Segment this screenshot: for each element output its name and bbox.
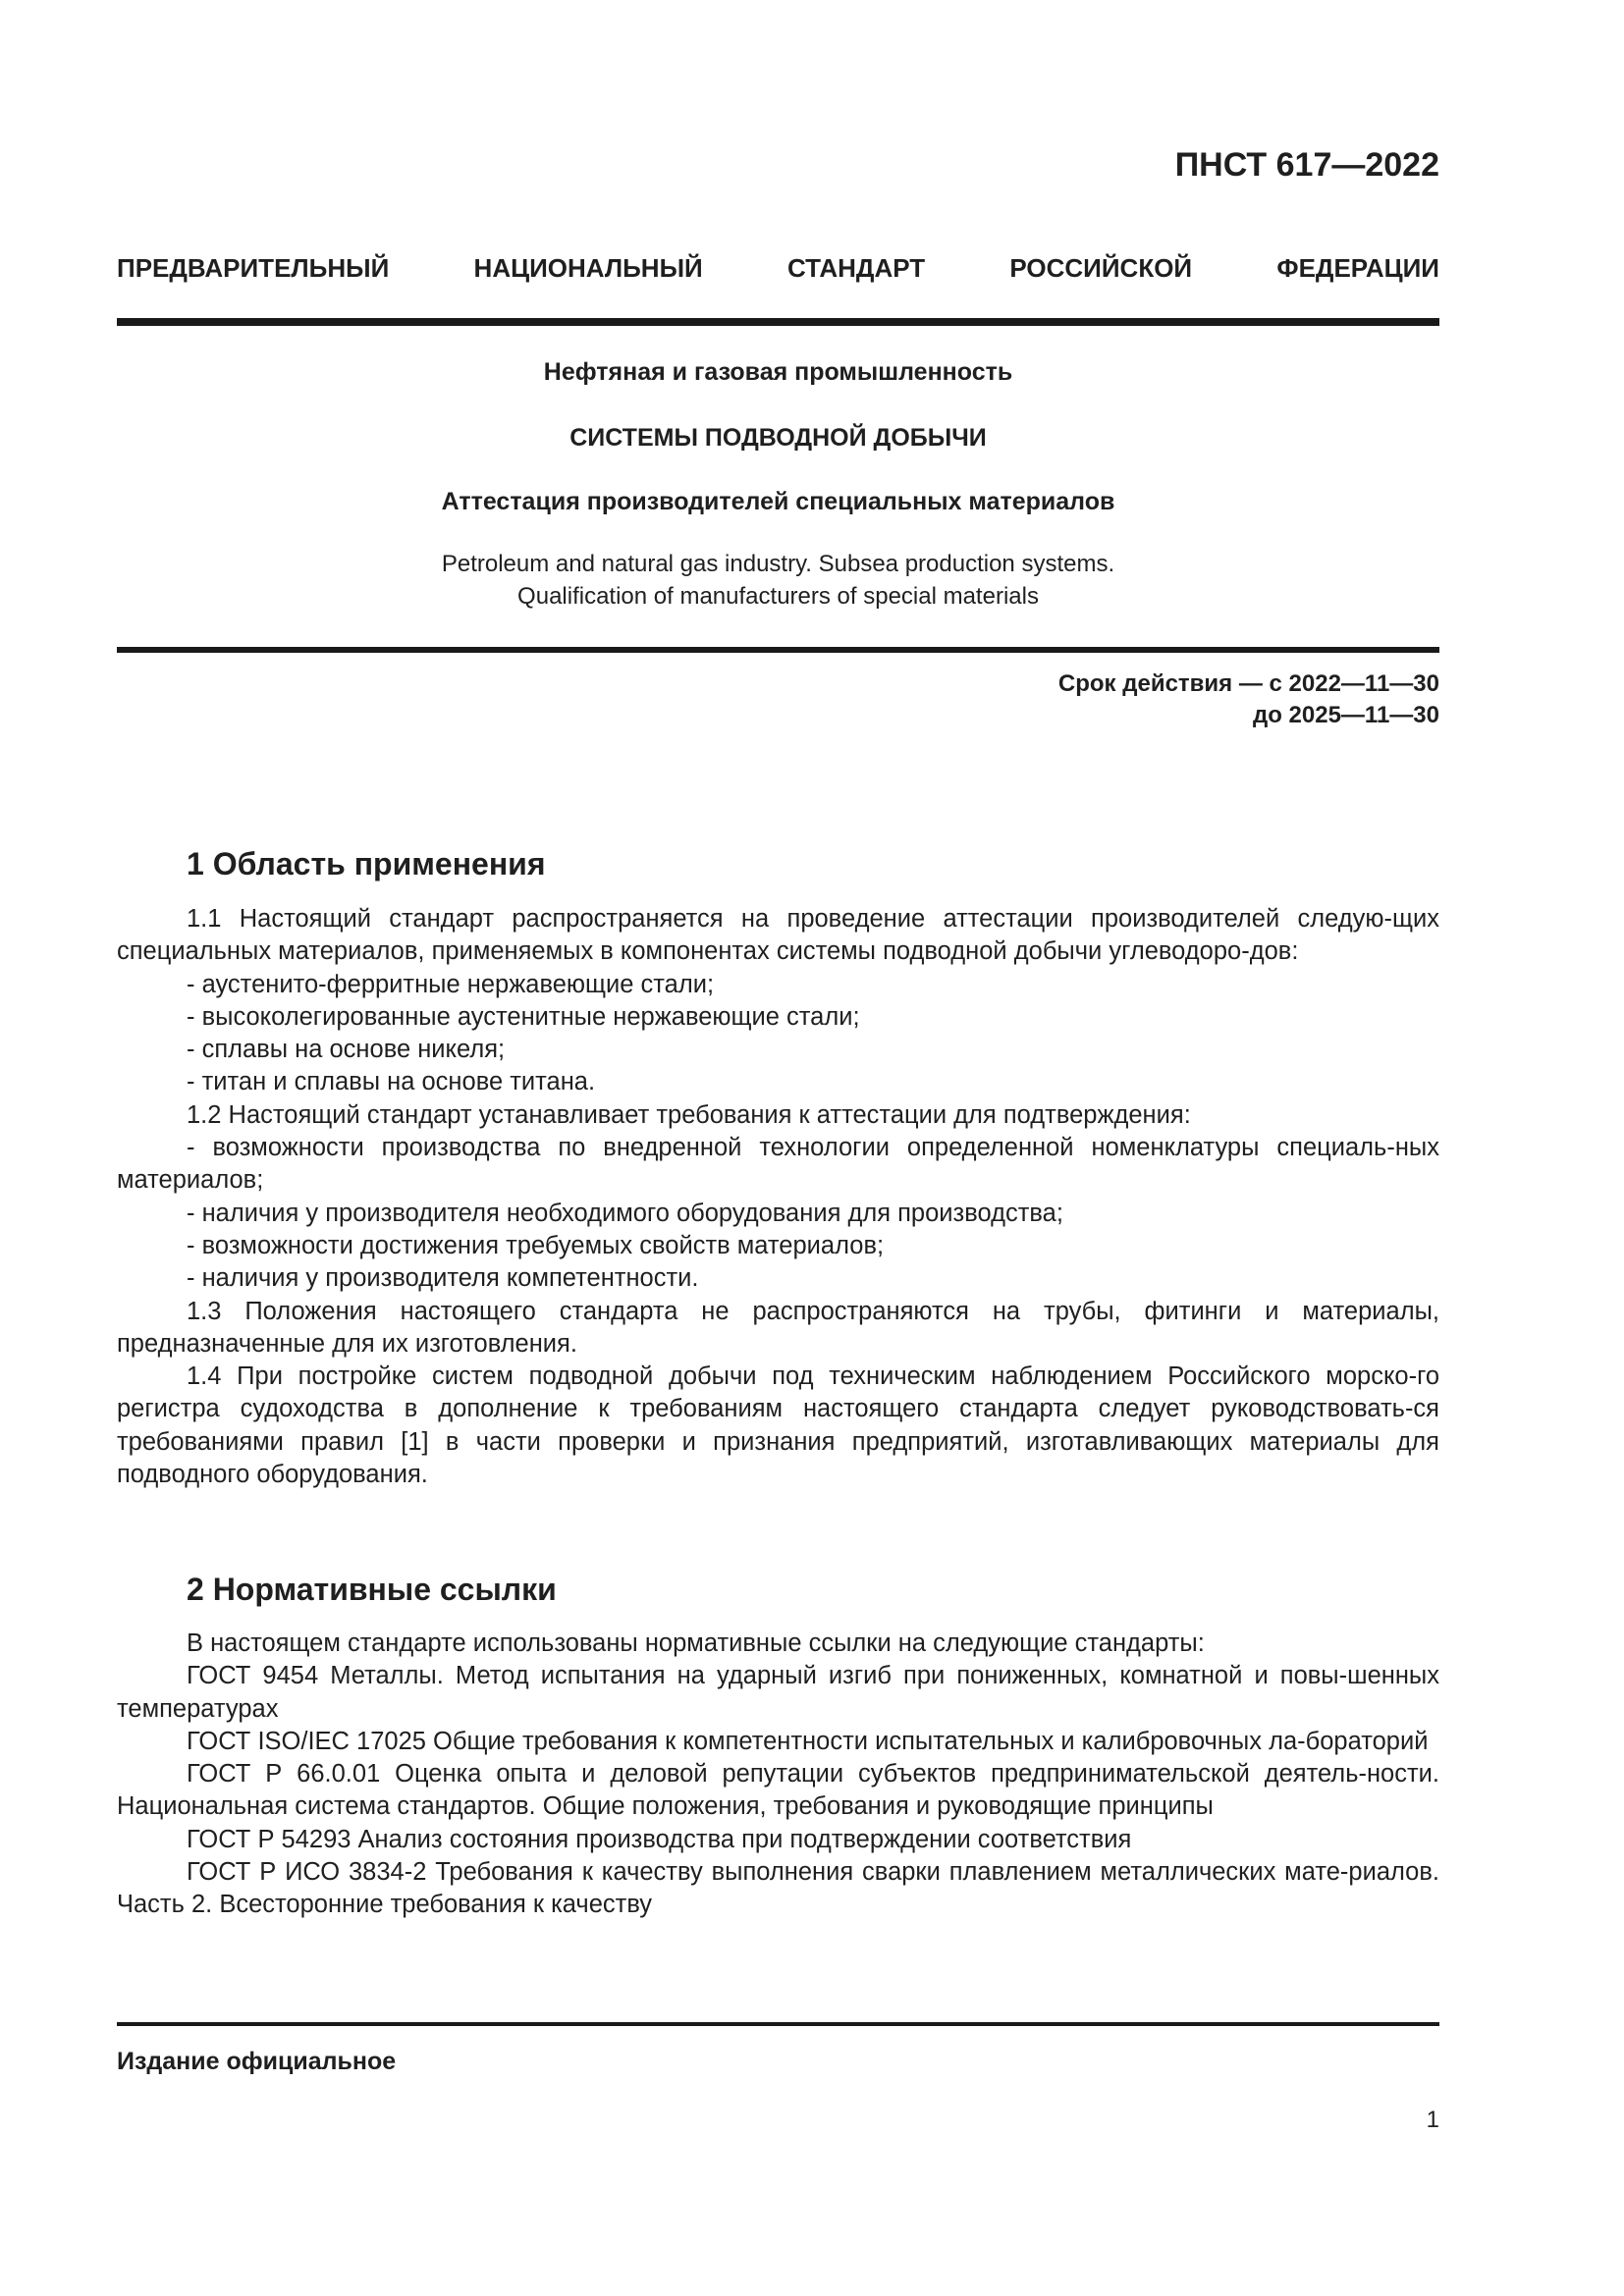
- section-2-title: 2 Нормативные ссылки: [187, 1572, 557, 1607]
- paragraph-1-2: 1.2 Настоящий стандарт устанавливает требования к аттестации для подтверждения:: [187, 1100, 1191, 1129]
- paragraph-1-1: 1.1 Настоящий стандарт распространяется на проведение аттестации производителей следую-щих специальных материалов, применяемых в компонентах системы подводной добычи углеводоро-дов:: [117, 905, 1439, 966]
- validity-period: [1058, 668, 1439, 731]
- title-main: СИСТЕМЫ ПОДВОДНОЙ ДОБЫЧИ: [569, 424, 987, 452]
- paragraph-1-4: 1.4 При постройке систем подводной добычи под техническим наблюдением Российского морско-го регистра судоходства в дополнение к требованиям настоящего стандарта следует руководствовать-ся требованиями правил [1] в части проверки и признания предприятий, изготавливающих материалы для подводного оборудования.: [117, 1362, 1439, 1489]
- section-1-title: 1 Область применения: [187, 846, 546, 881]
- official-edition-label: Издание официальное: [117, 2048, 397, 2075]
- list-item: - высоколегированные аустенитные нержавеющие стали;: [187, 1002, 860, 1031]
- reference-item: ГОСТ 9454 Металлы. Метод испытания на ударный изгиб при пониженных, комнатной и повы-шенных температурах: [117, 1662, 1439, 1723]
- validity-to: до 2025—11—30: [1252, 702, 1439, 728]
- list-item: - наличия у производителя компетентности.: [187, 1264, 699, 1293]
- title-english-line: Qualification of manufacturers of special materials: [517, 583, 1039, 610]
- list-item: - титан и сплавы на основе титана.: [187, 1068, 596, 1096]
- title-industry: Нефтяная и газовая промышленность: [543, 358, 1013, 386]
- list-item: - возможности производства по внедренной технологии определенной номенклатуры специаль-ных материалов;: [117, 1134, 1439, 1195]
- paragraph-1-3: 1.3 Положения настоящего стандарта не распространяются на трубы, фитинги и материалы, предназначенные для их изготовления.: [117, 1297, 1439, 1358]
- list-item: - наличия у производителя необходимого оборудования для производства;: [187, 1199, 1063, 1227]
- document-code: ПНСТ 617—2022: [1174, 146, 1439, 184]
- page-number: 1: [1426, 2107, 1439, 2133]
- references-intro: В настоящем стандарте использованы нормативные ссылки на следующие стандарты:: [187, 1629, 1205, 1657]
- reference-item: ГОСТ Р 54293 Анализ состояния производства при подтверждении соответствия: [187, 1825, 1132, 1853]
- title-sub: Аттестация производителей специальных материалов: [441, 488, 1115, 515]
- footer-rule: [117, 2022, 1439, 2026]
- reference-item: ГОСТ ISO/IEC 17025 Общие требования к компетентности испытательных и калибровочных ла-бораторий: [187, 1727, 1429, 1755]
- title-rule: [117, 647, 1439, 653]
- header-rule: [117, 318, 1439, 326]
- title-english-line: Petroleum and natural gas industry. Subsea production systems.: [441, 551, 1115, 577]
- list-item: - сплавы на основе никеля;: [187, 1036, 506, 1064]
- section-2-body: [117, 1628, 1439, 1922]
- reference-item: ГОСТ Р 66.0.01 Оценка опыта и деловой репутации субъектов предпринимательской деятель-ности. Национальная система стандартов. Общие положения, требования и руководящие принципы: [117, 1760, 1439, 1821]
- section-1-body: [117, 903, 1439, 1491]
- list-item: - аустенито-ферритные нержавеющие стали;: [187, 970, 715, 998]
- reference-item: ГОСТ Р ИСО 3834-2 Требования к качеству выполнения сварки плавлением металлических мате-риалов. Часть 2. Всесторонние требования к качеству: [117, 1858, 1439, 1919]
- validity-from: Срок действия — с 2022—11—30: [1057, 670, 1439, 697]
- document-type: ПРЕДВАРИТЕЛЬНЫЙ НАЦИОНАЛЬНЫЙ СТАНДАРТ РОССИЙСКОЙ ФЕДЕРАЦИИ: [117, 253, 1439, 283]
- title-english: [117, 548, 1439, 613]
- list-item: - возможности достижения требуемых свойств материалов;: [187, 1231, 885, 1259]
